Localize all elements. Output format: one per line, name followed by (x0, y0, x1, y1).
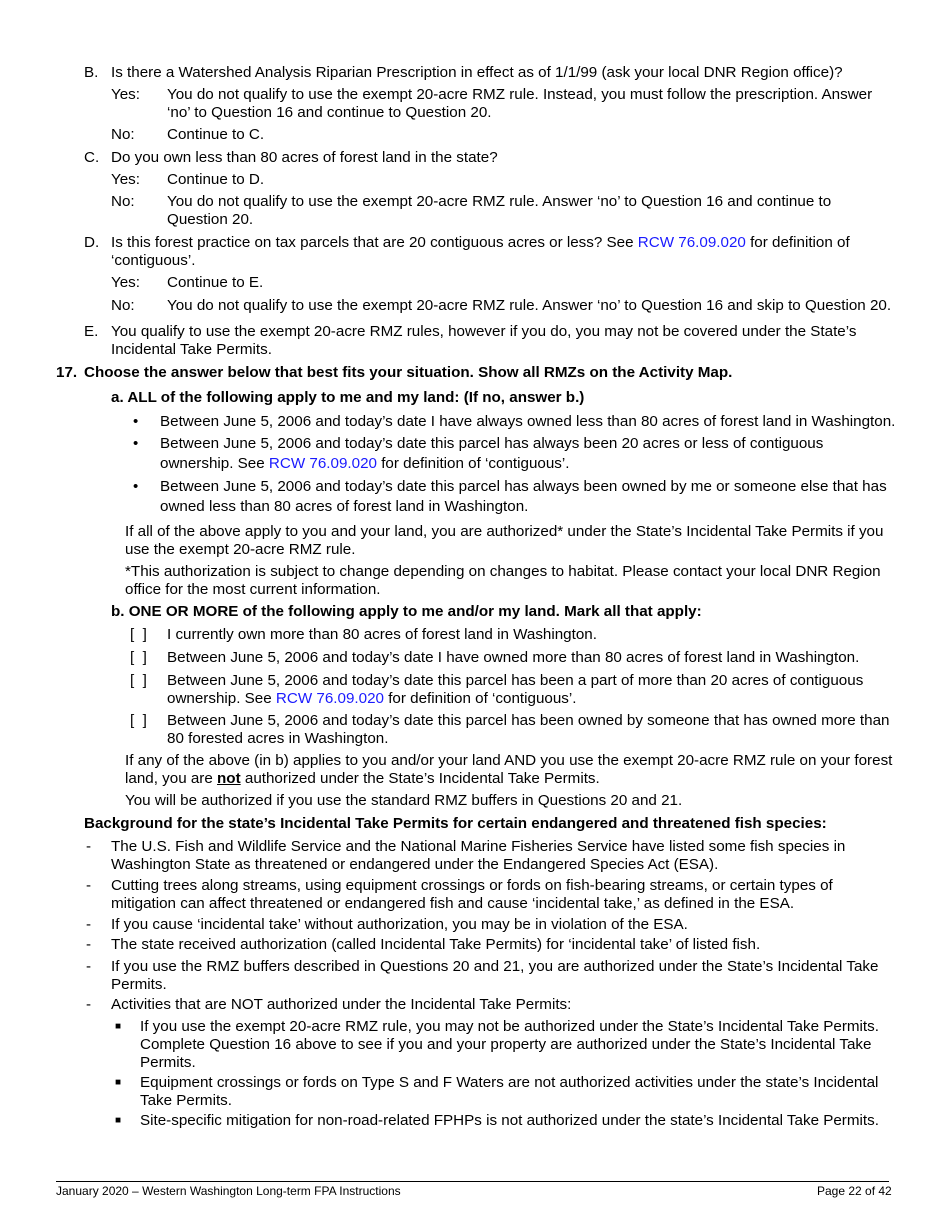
q16-c-no-label: No: (111, 193, 135, 210)
q16-c-letter: C. (84, 149, 100, 166)
background-sub-item-2: Equipment crossings or fords on Type S and F Waters are not authorized activities under the state’s Incidental (140, 1074, 879, 1091)
q16-e-text: You qualify to use the exempt 20-acre RMZ rules, however if you do, you may not be covered under the State’s (111, 323, 857, 340)
q16-c-no-text: You do not qualify to use the exempt 20-acre RMZ rule. Answer ‘no’ to Question 16 and continue to (167, 193, 832, 210)
dash-bullet: - (86, 996, 92, 1013)
dash-bullet: - (86, 936, 92, 953)
q17-b-item-2: Between June 5, 2006 and today’s date I have owned more than 80 acres of forest land in Washington. (167, 649, 860, 666)
q16-b-yes-text-cont: ‘no’ to Question 16 and continue to Question 20. (167, 104, 492, 121)
q17-b-item-1: I currently own more than 80 acres of forest land in Washington. (167, 626, 597, 643)
footer-divider (56, 1181, 889, 1182)
background-item-6: Activities that are NOT authorized under the Incidental Take Permits: (111, 996, 572, 1013)
background-sub-item-3: Site-specific mitigation for non-road-related FPHPs is not authorized under the state’s Incidental Take Permits. (140, 1112, 879, 1129)
background-sub-item-1-cont2: Permits. (140, 1054, 196, 1071)
background-item-3: If you cause ‘incidental take’ without authorization, you may be in violation of the ESA. (111, 916, 688, 933)
checkbox[interactable]: [ ] (130, 626, 147, 643)
square-bullet-icon: ■ (115, 1077, 122, 1088)
checkbox[interactable]: [ ] (130, 649, 147, 666)
q17-b-item-3: Between June 5, 2006 and today’s date this parcel has been a part of more than 20 acres of contiguous (167, 672, 864, 689)
q16-d-yes-text: Continue to E. (167, 274, 264, 291)
q17-a-item-2: Between June 5, 2006 and today’s date this parcel has always been 20 acres or less of contiguous (160, 435, 824, 452)
q17-b-para1-cont: land, you are not authorized under the State’s Incidental Take Permits. (125, 770, 600, 787)
bullet-icon: • (133, 435, 139, 452)
q16-b-question: Is there a Watershed Analysis Riparian Prescription in effect as of 1/1/99 (ask your local DNR Region office)? (111, 64, 843, 81)
background-item-1: The U.S. Fish and Wildlife Service and the National Marine Fisheries Service have listed some fish species in (111, 838, 846, 855)
rcw-link[interactable]: RCW 76.09.020 (275, 690, 384, 707)
footer-left: January 2020 – Western Washington Long-term FPA Instructions (56, 1184, 401, 1198)
background-sub-item-1-cont: Complete Question 16 above to see if you and your property are authorized under the State’s Incidental Take (140, 1036, 872, 1053)
background-heading: Background for the state’s Incidental Take Permits for certain endangered and threatened fish species: (84, 815, 827, 832)
q17-b-para1: If any of the above (in b) applies to you and/or your land AND you use the exempt 20-acre RMZ rule on your forest (125, 752, 893, 769)
q16-c-question: Do you own less than 80 acres of forest land in the state? (111, 149, 498, 166)
q17-heading: Choose the answer below that best fits your situation. Show all RMZs on the Activity Map. (84, 364, 733, 381)
q16-b-no-text: Continue to C. (167, 126, 265, 143)
background-item-4: The state received authorization (called Incidental Take Permits) for ‘incidental take’ of listed fish. (111, 936, 761, 953)
q16-d-letter: D. (84, 234, 100, 251)
page-number: Page 22 of 42 (817, 1184, 892, 1198)
q17-b-para2: You will be authorized if you use the standard RMZ buffers in Questions 20 and 21. (125, 792, 683, 809)
dash-bullet: - (86, 916, 92, 933)
q17-a-para2-cont: office for the most current information. (125, 581, 381, 598)
q16-b-no-label: No: (111, 126, 135, 143)
q16-d-no-label: No: (111, 297, 135, 314)
q17-a-para2: *This authorization is subject to change depending on changes to habitat. Please contact your local DNR Region (125, 563, 881, 580)
background-sub-item-1: If you use the exempt 20-acre RMZ rule, you may not be authorized under the State’s Incidental Take Permits. (140, 1018, 879, 1035)
q17-a-item-3: Between June 5, 2006 and today’s date this parcel has always been owned by me or someone else that has (160, 478, 887, 495)
q16-e-text-cont: Incidental Take Permits. (111, 341, 272, 358)
q16-c-yes-text: Continue to D. (167, 171, 265, 188)
q17-a-heading: a. ALL of the following apply to me and my land: (If no, answer b.) (111, 389, 585, 406)
q16-c-no-text-cont: Question 20. (167, 211, 254, 228)
dash-bullet: - (86, 838, 92, 855)
q17-number: 17. (56, 364, 78, 381)
q16-b-letter: B. (84, 64, 99, 81)
q17-a-para1: If all of the above apply to you and your land, you are authorized* under the State’s Incidental Take Permits if you (125, 523, 884, 540)
rcw-link[interactable]: RCW 76.09.020 (268, 455, 377, 472)
q17-a-item-1: Between June 5, 2006 and today’s date I have always owned less than 80 acres of forest land in Washington. (160, 413, 896, 430)
checkbox[interactable]: [ ] (130, 712, 147, 729)
dash-bullet: - (86, 877, 92, 894)
background-item-5-cont: Permits. (111, 976, 167, 993)
bullet-icon: • (133, 413, 139, 430)
q16-c-yes-label: Yes: (111, 171, 140, 188)
q17-b-item-4-cont: 80 forested acres in Washington. (167, 730, 389, 747)
background-item-5: If you use the RMZ buffers described in Questions 20 and 21, you are authorized under the State’s Incidental Take (111, 958, 879, 975)
q17-a-para1-cont: use the exempt 20-acre RMZ rule. (125, 541, 356, 558)
square-bullet-icon: ■ (115, 1115, 122, 1126)
background-item-2: Cutting trees along streams, using equipment crossings or fords on fish-bearing streams, or certain types of (111, 877, 833, 894)
square-bullet-icon: ■ (115, 1021, 122, 1032)
bullet-icon: • (133, 478, 139, 495)
q16-d-no-text: You do not qualify to use the exempt 20-acre RMZ rule. Answer ‘no’ to Question 16 and skip to Question 20. (167, 297, 892, 314)
rcw-link[interactable]: RCW 76.09.020 (637, 234, 746, 251)
q16-d-yes-label: Yes: (111, 274, 140, 291)
q17-b-item-4: Between June 5, 2006 and today’s date this parcel has been owned by someone that has owned more than (167, 712, 890, 729)
checkbox[interactable]: [ ] (130, 672, 147, 689)
q17-b-heading: b. ONE OR MORE of the following apply to me and/or my land. Mark all that apply: (111, 603, 702, 620)
q16-d-question: Is this forest practice on tax parcels that are 20 contiguous acres or less? See RCW 76.09.020 for definition of (111, 234, 850, 251)
q16-b-yes-label: Yes: (111, 86, 140, 103)
dash-bullet: - (86, 958, 92, 975)
background-item-1-cont: Washington State as threatened or endangered under the Endangered Species Act (ESA). (111, 856, 719, 873)
q16-b-yes-text: You do not qualify to use the exempt 20-acre RMZ rule. Instead, you must follow the prescription. Answer (167, 86, 873, 103)
q16-e-letter: E. (84, 323, 99, 340)
q17-a-item-2-cont: ownership. See RCW 76.09.020 for definition of ‘contiguous’. (160, 455, 570, 472)
background-item-2-cont: mitigation can affect threatened or endangered fish and cause ‘incidental take,’ as defined in the ESA. (111, 895, 795, 912)
q16-d-question-cont: ‘contiguous’. (111, 252, 196, 269)
q17-a-item-3-cont: owned less than 80 acres of forest land in Washington. (160, 498, 529, 515)
background-sub-item-2-cont: Take Permits. (140, 1092, 232, 1109)
q17-b-item-3-cont: ownership. See RCW 76.09.020 for definition of ‘contiguous’. (167, 690, 577, 707)
